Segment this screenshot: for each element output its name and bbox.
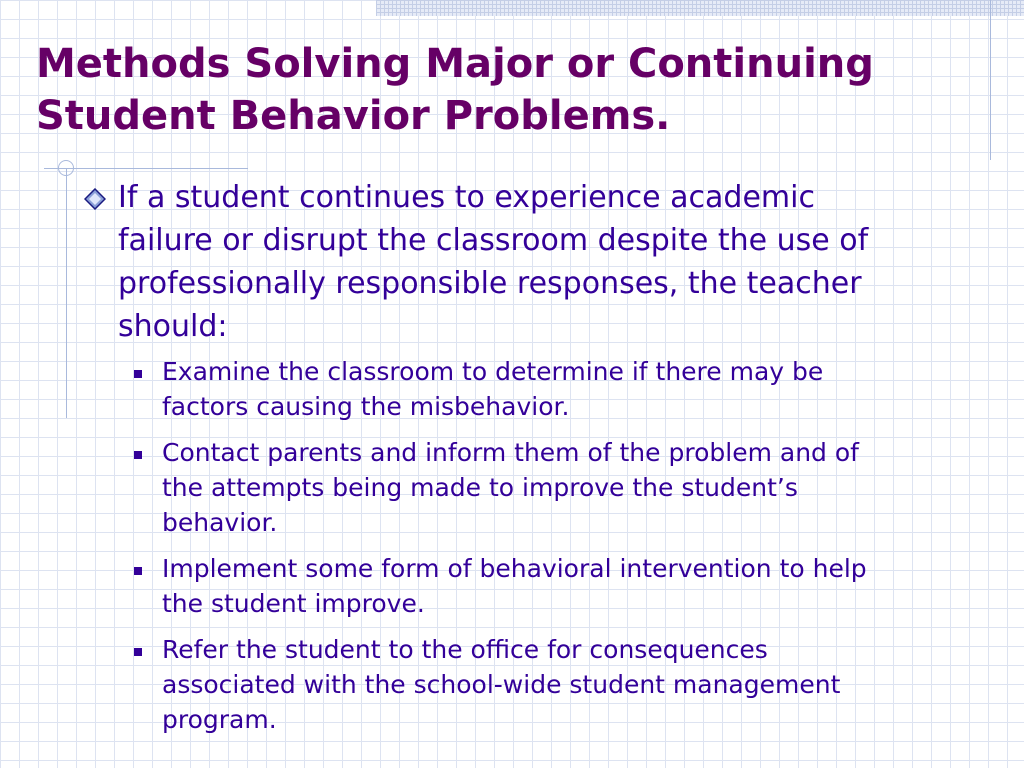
- square-bullet-icon: [134, 648, 142, 656]
- top-decorative-band: [376, 0, 1024, 16]
- main-bullet-line: professionally responsible responses, the teacher: [118, 266, 862, 301]
- sub-bullet-line: program.: [162, 705, 277, 734]
- slide-title-line: Student Behavior Problems.: [36, 93, 671, 139]
- sub-bullet-item: [80, 435, 1010, 540]
- main-bullet-line: should:: [118, 309, 228, 344]
- sub-bullet-line: the student improve.: [162, 589, 425, 618]
- diamond-bullet-icon: [84, 188, 106, 210]
- main-bullet-line: If a student continues to experience academic: [118, 180, 815, 215]
- slide-title: [36, 38, 996, 142]
- sub-bullet-line: behavior.: [162, 508, 278, 537]
- sub-bullet-line: the attempts being made to improve the student’s: [162, 473, 798, 502]
- square-bullet-icon: [134, 370, 142, 378]
- sub-bullet-line: Refer the student to the office for consequences: [162, 635, 768, 664]
- sub-bullet-item: [80, 354, 1010, 424]
- sub-bullet-list: [80, 354, 1010, 737]
- sub-bullet-line: factors causing the misbehavior.: [162, 392, 570, 421]
- square-bullet-icon: [134, 567, 142, 575]
- main-bullet-item: [80, 176, 1010, 348]
- slide-body: [80, 176, 1010, 748]
- sub-bullet-item: [80, 632, 1010, 737]
- square-bullet-icon: [134, 451, 142, 459]
- sub-bullet-line: Implement some form of behavioral intervention to help: [162, 554, 867, 583]
- main-bullet-line: failure or disrupt the classroom despite the use of: [118, 223, 869, 258]
- title-underline-decorative-line: [44, 168, 248, 169]
- left-decorative-line: [66, 168, 67, 418]
- corner-circle-decoration: [58, 160, 74, 176]
- sub-bullet-item: [80, 551, 1010, 621]
- slide-title-line: Methods Solving Major or Continuing: [36, 41, 874, 87]
- sub-bullet-line: associated with the school-wide student management: [162, 670, 841, 699]
- sub-bullet-line: Contact parents and inform them of the problem and of: [162, 438, 859, 467]
- sub-bullet-line: Examine the classroom to determine if there may be: [162, 357, 824, 386]
